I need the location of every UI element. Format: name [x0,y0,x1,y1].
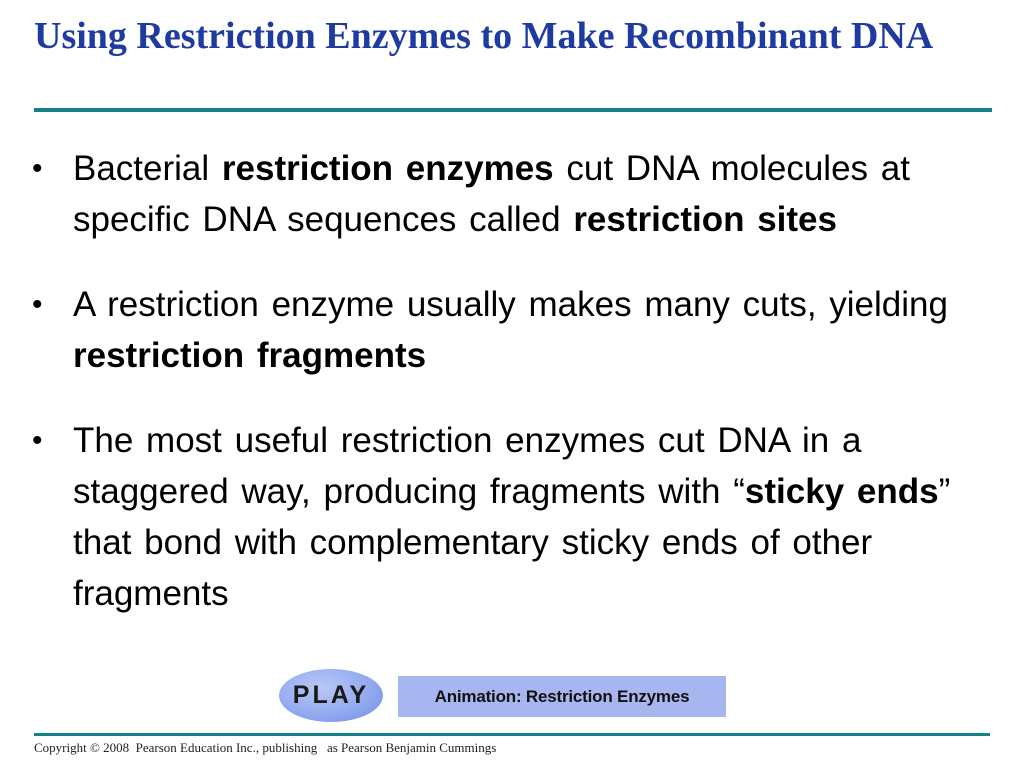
play-button-label: PLAY [292,681,370,709]
title-divider [34,108,992,112]
footer-divider [34,733,990,736]
bullet-text-segment: Bacterial [73,149,222,188]
slide-title: Using Restriction Enzymes to Make Recombinant DNA [34,15,934,57]
bullet-marker: • [32,152,43,185]
bullet-bold-term: restriction sites [573,200,837,239]
copyright-notice: Copyright © 2008 Pearson Education Inc., publishing as Pearson Benjamin Cummings [34,740,497,755]
bullet-bold-term: restriction fragments [73,336,427,375]
bullet-item [30,279,990,381]
bullet-text-segment: The most useful restriction enzymes cut DNA in a staggered way, producing fragments with “ [73,421,862,511]
animation-link[interactable]: Animation: Restriction Enzymes [398,676,726,717]
bullet-item [30,143,990,245]
bullet-text [73,149,910,239]
bullet-text [73,421,950,613]
bullet-text-segment: A restriction enzyme usually makes many cuts, yielding [73,285,948,324]
bullet-text [73,285,948,375]
bullet-list [30,143,990,653]
bullet-text-segment: cut DNA molecules at specific DNA sequences called [73,149,910,239]
bullet-bold-term: sticky ends [744,472,939,511]
bullet-item [30,415,990,619]
bullet-text-segment: ” that bond with complementary sticky ends of other fragments [73,472,951,613]
bullet-bold-term: restriction enzymes [221,149,554,188]
bullet-marker: • [32,424,43,457]
play-button[interactable] [279,669,383,722]
bullet-marker: • [32,288,43,321]
